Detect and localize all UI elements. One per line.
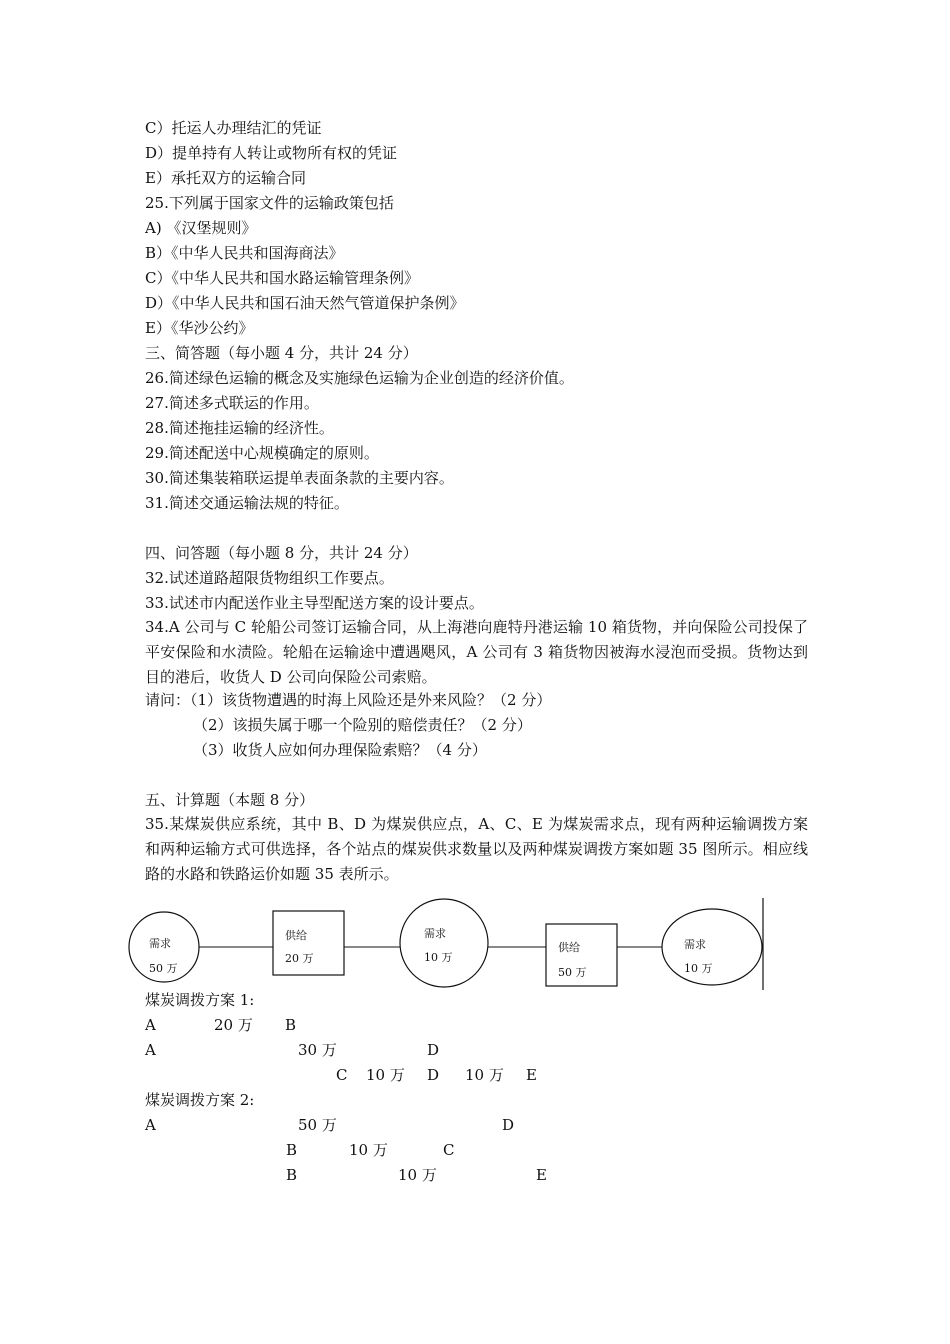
supply-node-1 xyxy=(273,911,344,975)
plan2-row3-to: E xyxy=(536,1166,547,1184)
section4-heading: 四、问答题（每小题 8 分，共计 24 分） xyxy=(145,544,418,562)
q30: 30.简述集装箱联运提单表面条款的主要内容。 xyxy=(145,469,454,487)
q25-option-e: E）《华沙公约》 xyxy=(145,319,254,337)
plan1-row1-from: A xyxy=(145,1016,156,1034)
q24-option-e: E）承托双方的运输合同 xyxy=(145,169,306,187)
plan2-row2-from: B xyxy=(286,1141,298,1159)
node-3-value: 10 万 xyxy=(424,951,453,964)
plan2-row1-to: D xyxy=(502,1116,515,1134)
supply-demand-diagram xyxy=(0,890,950,1000)
q25-option-c: C）《中华人民共和国水路运输管理条例》 xyxy=(145,269,419,287)
plan1-row2-to: D xyxy=(427,1041,440,1059)
plan1-row1-to: B xyxy=(285,1016,297,1034)
plan1-row3-to: E xyxy=(526,1066,537,1084)
q33: 33.试述市内配送作业主导型配送方案的设计要点。 xyxy=(145,594,484,612)
plan2-row1-from: A xyxy=(145,1116,156,1134)
plan2-row2-to: C xyxy=(443,1141,455,1159)
q31: 31.简述交通运输法规的特征。 xyxy=(145,494,349,512)
plan1-row3-amount-2: 10 万 xyxy=(465,1066,504,1084)
q25-option-a: A) 《汉堡规则》 xyxy=(145,219,257,237)
q25-option-d: D）《中华人民共和国石油天然气管道保护条例》 xyxy=(145,294,465,312)
node-4-label: 供给 xyxy=(558,941,580,954)
node-5-value: 10 万 xyxy=(684,962,713,975)
q29: 29.简述配送中心规模确定的原则。 xyxy=(145,444,379,462)
plan1-row3-from: C xyxy=(336,1066,348,1084)
plan1-row3-mid: D xyxy=(427,1066,440,1084)
node-3-label: 需求 xyxy=(424,927,446,940)
q24-option-c: C）托运人办理结汇的凭证 xyxy=(145,119,322,137)
q26: 26.简述绿色运输的概念及实施绿色运输为企业创造的经济价值。 xyxy=(145,369,574,387)
node-4-value: 50 万 xyxy=(558,966,587,979)
plan2-row2-amount: 10 万 xyxy=(349,1141,388,1159)
node-1-value: 50 万 xyxy=(149,962,178,975)
node-1-label: 需求 xyxy=(149,937,171,950)
q25-option-b: B）《中华人民共和国海商法》 xyxy=(145,244,344,262)
plan1-row2-from: A xyxy=(145,1041,156,1059)
q34-sub-3: （3）收货人应如何办理保险索赔？（4 分） xyxy=(193,741,487,759)
q34-body: 34.A 公司与 C 轮船公司签订运输合同，从上海港向鹿特丹港运输 10 箱货物，并向保险公司投保了平安保险和水渍险。轮船在运输途中遭遇飓风，A 公司有 3 箱货物因被海水浸泡而受损。货物达到目的港后，收货人 D 公司向保险公司索赔。 xyxy=(145,618,808,686)
q25-stem: 25.下列属于国家文件的运输政策包括 xyxy=(145,194,394,212)
plan2-row1-amount: 50 万 xyxy=(298,1116,337,1134)
section5-heading: 五、计算题（本题 8 分） xyxy=(145,791,315,809)
node-2-value: 20 万 xyxy=(285,952,314,965)
q24-option-d: D）提单持有人转让或物所有权的凭证 xyxy=(145,144,398,162)
node-2-label: 供给 xyxy=(285,929,307,942)
plan1-row3-amount-1: 10 万 xyxy=(366,1066,405,1084)
plan1-title: 煤炭调拨方案 1: xyxy=(145,991,255,1009)
plan1-row1-amount: 20 万 xyxy=(214,1016,253,1034)
q34-sub-1: 请问：（1）该货物遭遇的时海上风险还是外来风险？（2 分） xyxy=(145,691,552,709)
plan1-row2-amount: 30 万 xyxy=(298,1041,337,1059)
q32: 32.试述道路超限货物组织工作要点。 xyxy=(145,569,394,587)
q34-sub-2: （2）该损失属于哪一个险别的赔偿责任？（2 分） xyxy=(193,716,532,734)
plan2-row3-from: B xyxy=(286,1166,298,1184)
plan2-row3-amount: 10 万 xyxy=(398,1166,437,1184)
q35-body: 35.某煤炭供应系统，其中 B、D 为煤炭供应点，A、C、E 为煤炭需求点，现有两种运输调拨方案和两种运输方式可供选择，各个站点的煤炭供求数量以及两种煤炭调拨方案如题 35 图所示。相应线路的水路和铁路运价如题 35 表所示。 xyxy=(145,815,808,883)
node-5-label: 需求 xyxy=(684,938,706,951)
q28: 28.简述拖挂运输的经济性。 xyxy=(145,419,334,437)
plan2-title: 煤炭调拨方案 2: xyxy=(145,1091,255,1109)
q27: 27.简述多式联运的作用。 xyxy=(145,394,319,412)
section3-heading: 三、简答题（每小题 4 分，共计 24 分） xyxy=(145,344,418,362)
demand-node-2 xyxy=(400,899,488,987)
